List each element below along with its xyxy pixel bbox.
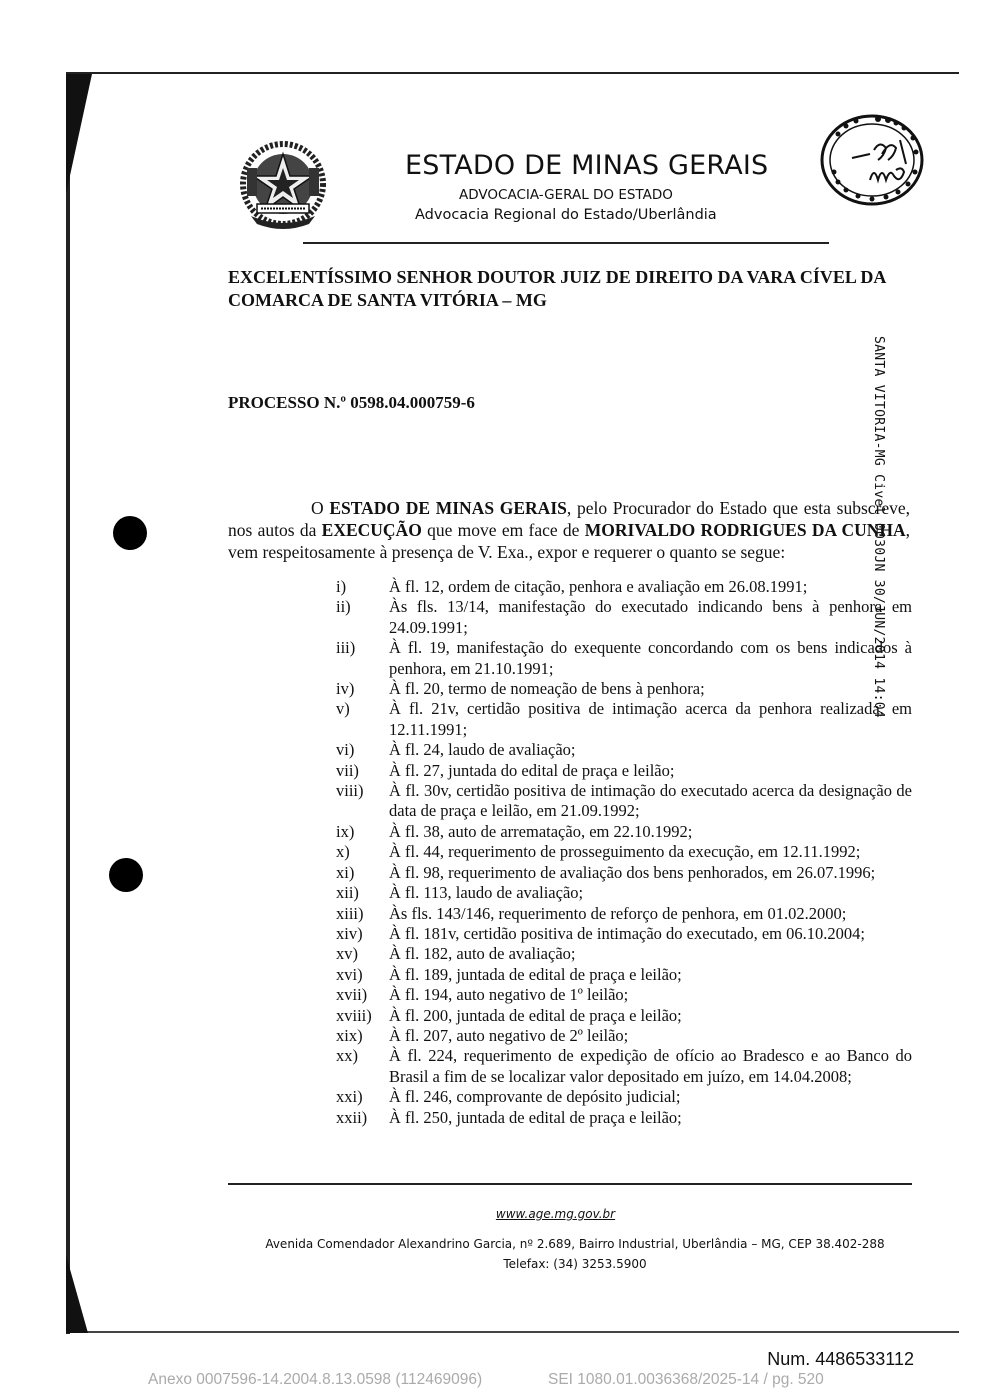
procedural-history-list (336, 577, 912, 1128)
document-number: Num. 4486533112 (767, 1349, 914, 1369)
intro-text: que move em face de (421, 520, 585, 540)
scan-border-left (66, 72, 70, 1334)
defendant-name: MORIVALDO RODRIGUES DA CUNHA (584, 520, 906, 540)
item-number: xii) (336, 883, 359, 903)
item-text: À fl. 20, termo de nomeação de bens à penhora; (389, 679, 705, 699)
item-text: À fl. 98, requerimento de avaliação dos bens penhorados, em 26.07.1996; (389, 862, 876, 882)
list-item (336, 842, 912, 862)
list-item (336, 1026, 912, 1046)
list-item (336, 822, 912, 842)
item-number: vii) (336, 760, 359, 780)
list-item (336, 985, 912, 1005)
intro-text: , pelo Procurador do Estado que esta subscreve, nos autos da (228, 498, 911, 540)
item-number: xiv) (336, 923, 363, 943)
intro-text: , vem respeitosamente à presença de V. Exa., expor e requerer o quanto se segue: (228, 520, 910, 562)
intro-text: O (311, 498, 330, 518)
item-number: xviii) (336, 1005, 372, 1025)
item-text: À fl. 224, requerimento de expedição de ofício ao Bradesco e ao Banco do Brasil a fim de se localizar valor depositado em juízo, em 14.04.2008; (389, 1046, 912, 1086)
item-number: x) (336, 842, 350, 862)
item-text: À fl. 38, auto de arrematação, em 22.10.1992; (389, 821, 693, 841)
item-number: xx) (336, 1046, 358, 1066)
item-text: À fl. 181v, certidão positiva de intimação do executado, em 06.10.2004; (389, 923, 865, 943)
regional-office: Advocacia Regional do Estado/Uberlândia (415, 207, 717, 223)
list-item (336, 679, 912, 699)
list-item (336, 577, 912, 597)
item-number: vi) (336, 740, 355, 760)
list-item (336, 924, 912, 944)
addressee-heading: EXCELENTÍSSIMO SENHOR DOUTOR JUIZ DE DIREITO DA VARA CÍVEL DA COMARCA DE SANTA VITÓRIA – MG (228, 267, 886, 310)
agency-name: ADVOCACIA-GERAL DO ESTADO (459, 187, 673, 203)
list-item (336, 965, 912, 985)
item-number: xxii) (336, 1107, 368, 1127)
item-number: v) (336, 699, 350, 719)
list-item (336, 944, 912, 964)
scan-border-bottom (66, 1331, 959, 1333)
item-text: Às fls. 143/146, requerimento de reforço de penhora, em 01.02.2000; (389, 903, 847, 923)
list-item (336, 761, 912, 781)
item-text: À fl. 113, laudo de avaliação; (389, 883, 584, 903)
item-text: À fl. 19, manifestação do exequente concordando com os bens indicados à penhora, em 21.10.1991; (389, 638, 912, 678)
item-text: À fl. 246, comprovante de depósito judicial; (389, 1087, 681, 1107)
list-item (336, 699, 912, 740)
item-number: iv) (336, 679, 355, 699)
action-type: EXECUÇÃO (321, 520, 422, 540)
punch-hole-bottom (109, 858, 143, 892)
punch-hole-top (113, 516, 147, 550)
protocol-stamp: SANTA VITORIA-MG Civel 0030JN 30/JUN/2014 14:04 (871, 336, 886, 718)
item-number: ix) (336, 821, 355, 841)
list-item (336, 883, 912, 903)
intro-paragraph (228, 497, 910, 563)
item-text: À fl. 27, juntada do edital de praça e leilão; (389, 760, 675, 780)
list-item (336, 740, 912, 760)
item-text: À fl. 30v, certidão positiva de intimação do executado acerca da designação de data de praça e leilão, em 21.09.1992; (389, 781, 912, 821)
item-number: xv) (336, 944, 358, 964)
list-item (336, 781, 912, 822)
list-item (336, 904, 912, 924)
list-item (336, 597, 912, 638)
scan-border-top (66, 72, 959, 74)
footer-phone: Telefax: (34) 3253.5900 (503, 1257, 647, 1271)
website-link[interactable]: www.age.mg.gov.br (495, 1207, 616, 1221)
plaintiff-name: ESTADO DE MINAS GERAIS (329, 498, 567, 518)
item-text: À fl. 21v, certidão positiva de intimação acerca da penhora realizada, em 12.11.1991; (389, 699, 912, 739)
item-number: xvii) (336, 985, 368, 1005)
minas-gerais-coat-of-arms-icon (237, 138, 329, 230)
item-number: xix) (336, 1025, 363, 1045)
footer-address: Avenida Comendador Alexandrino Garcia, nº 2.689, Bairro Industrial, Uberlândia – MG, CEP 38.402-288 (265, 1237, 885, 1251)
item-text: À fl. 207, auto negativo de 2º leilão; (389, 1025, 629, 1045)
item-text: À fl. 24, laudo de avaliação; (389, 740, 576, 760)
state-title: ESTADO DE MINAS GERAIS (405, 150, 769, 181)
item-number: xiii) (336, 903, 364, 923)
list-item (336, 1006, 912, 1026)
item-text: À fl. 250, juntada de edital de praça e leilão; (389, 1107, 682, 1127)
item-text: À fl. 194, auto negativo de 1º leilão; (389, 985, 629, 1005)
list-item (336, 863, 912, 883)
item-number: xi) (336, 862, 355, 882)
item-text: À fl. 182, auto de avaliação; (389, 944, 576, 964)
item-text: À fl. 12, ordem de citação, penhora e avaliação em 26.08.1991; (389, 577, 808, 596)
item-text: À fl. 44, requerimento de prosseguimento da execução, em 12.11.1992; (389, 842, 861, 862)
item-text: À fl. 189, juntada de edital de praça e leilão; (389, 964, 682, 984)
annex-reference: Anexo 0007596-14.2004.8.13.0598 (112469096) (148, 1371, 483, 1388)
list-item (336, 1046, 912, 1087)
handwritten-initials-icon (852, 140, 906, 180)
list-item (336, 1108, 912, 1128)
item-number: i) (336, 577, 347, 596)
footer-divider (228, 1183, 912, 1185)
process-number: PROCESSO N.º 0598.04.000759-6 (228, 393, 475, 412)
item-text: Às fls. 13/14, manifestação do executado indicando bens à penhora em 24.09.1991; (389, 597, 912, 637)
list-item (336, 1087, 912, 1107)
item-number: iii) (336, 638, 356, 658)
received-stamp-icon (816, 110, 926, 210)
list-item (336, 638, 912, 679)
item-text: À fl. 200, juntada de edital de praça e leilão; (389, 1005, 682, 1025)
item-number: xvi) (336, 964, 363, 984)
item-number: xxi) (336, 1087, 363, 1107)
item-number: ii) (336, 597, 351, 617)
header-divider (303, 242, 829, 244)
sei-reference: SEI 1080.01.0036368/2025-14 / pg. 520 (548, 1371, 824, 1388)
item-number: viii) (336, 781, 364, 801)
